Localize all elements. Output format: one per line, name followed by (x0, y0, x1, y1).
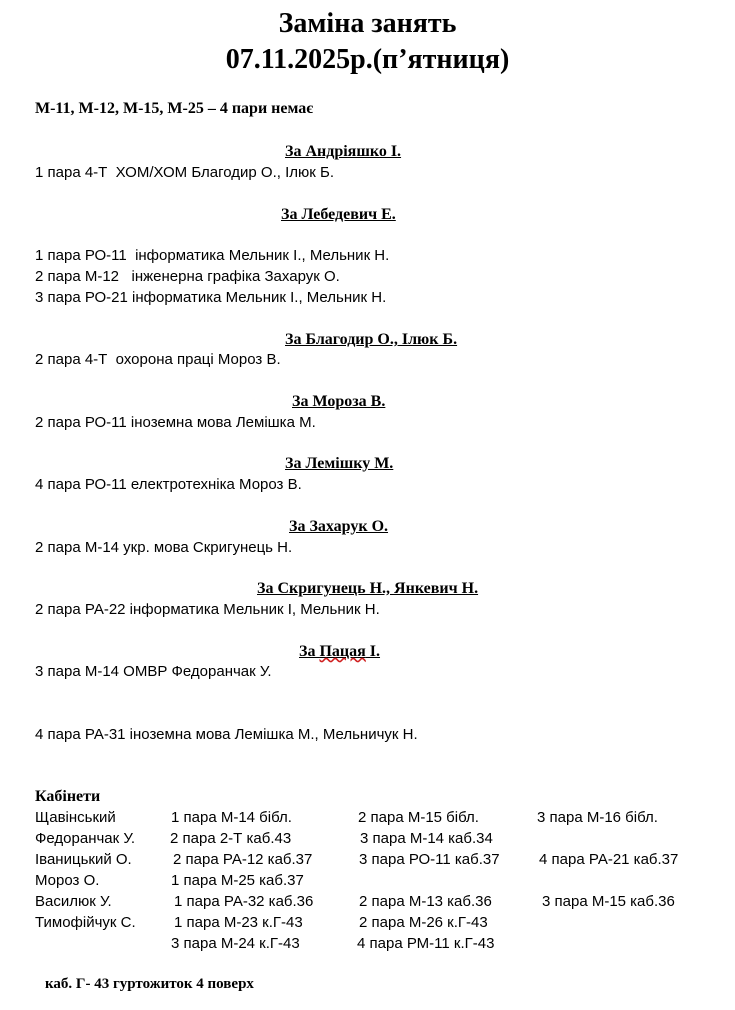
cabinet-teacher-name: Мороз О. (35, 872, 100, 889)
cabinet-entry: 3 пара М-14 каб.34 (360, 830, 493, 847)
cabinet-entry: 2 пара 2-Т каб.43 (170, 830, 292, 847)
cabinet-teacher-name: Тимофійчук С. (35, 914, 136, 931)
replacement-line: 2 пара М-14 укр. мова Скригунець Н. (35, 539, 293, 556)
cabinet-entry: 1 пара М-14 бібл. (171, 809, 292, 826)
cabinets-title: Кабінети (35, 788, 101, 805)
replacement-line: 1 пара РО-11 інформатика Мельник І., Мельник Н. (35, 247, 390, 264)
page-date: 07.11.2025р.(п’ятниця) (225, 44, 510, 75)
section-header: За Благодир О., Ілюк Б. (285, 331, 458, 348)
replacement-line: 4 пара РА-31 іноземна мова Лемішка М., Мельничук Н. (35, 726, 418, 743)
cabinet-entry: 4 пара РМ-11 к.Г-43 (357, 935, 495, 952)
section-header-suffix: І. (365, 643, 381, 660)
cabinet-entry: 2 пара М-13 каб.36 (359, 893, 492, 910)
footer-note: каб. Г- 43 гуртожиток 4 поверх (45, 976, 254, 992)
cabinet-entry: 3 пара М-16 бібл. (537, 809, 658, 826)
section-header-prefix: За (299, 643, 320, 660)
section-header: За Лебедевич Е. (281, 206, 396, 223)
section-header (299, 643, 380, 661)
cabinet-entry: 2 пара М-26 к.Г-43 (359, 914, 488, 931)
cabinet-entry: 3 пара РО-11 каб.37 (359, 851, 500, 868)
section-header: За Захарук О. (289, 518, 389, 535)
spellcheck-flagged-word: Пацая (319, 643, 366, 660)
cabinet-entry: 3 пара М-15 каб.36 (542, 893, 675, 910)
replacement-line: 1 пара 4-Т ХОМ/ХОМ Благодир О., Ілюк Б. (35, 164, 334, 181)
section-header: За Лемішку М. (285, 455, 394, 472)
replacement-line: 3 пара РО-21 інформатика Мельник І., Мельник Н. (35, 289, 387, 306)
replacement-line: 2 пара РА-22 інформатика Мельник І, Мельник Н. (35, 601, 380, 618)
replacement-line: 4 пара РО-11 електротехніка Мороз В. (35, 476, 302, 493)
cabinet-teacher-name: Василюк У. (35, 893, 112, 910)
section-header: За Скригунець Н., Янкевич Н. (257, 580, 479, 597)
notice-no-fourth-pair: М-11, М-12, М-15, М-25 – 4 пари немає (35, 100, 314, 117)
cabinet-entry: 2 пара М-15 бібл. (358, 809, 479, 826)
replacement-line: 3 пара М-14 ОМВР Федоранчак У. (35, 663, 272, 680)
section-header: За Андріяшко І. (285, 143, 402, 160)
section-header: За Мороза В. (292, 393, 386, 410)
cabinet-teacher-name: Щавінський (35, 809, 116, 826)
replacement-line: 2 пара 4-Т охорона праці Мороз В. (35, 351, 281, 368)
cabinet-teacher-name: Федоранчак У. (35, 830, 136, 847)
cabinet-entry: 3 пара М-24 к.Г-43 (171, 935, 300, 952)
cabinet-entry: 4 пара РА-21 каб.37 (539, 851, 679, 868)
cabinet-entry: 1 пара М-25 каб.37 (171, 872, 304, 889)
page-title: Заміна занять (278, 8, 457, 39)
cabinet-entry: 1 пара М-23 к.Г-43 (174, 914, 303, 931)
replacement-line: 2 пара М-12 інженерна графіка Захарук О. (35, 268, 340, 285)
cabinet-entry: 2 пара РА-12 каб.37 (173, 851, 313, 868)
cabinet-teacher-name: Іваницький О. (35, 851, 132, 868)
cabinet-entry: 1 пара РА-32 каб.36 (174, 893, 314, 910)
replacement-line: 2 пара РО-11 іноземна мова Лемішка М. (35, 414, 316, 431)
